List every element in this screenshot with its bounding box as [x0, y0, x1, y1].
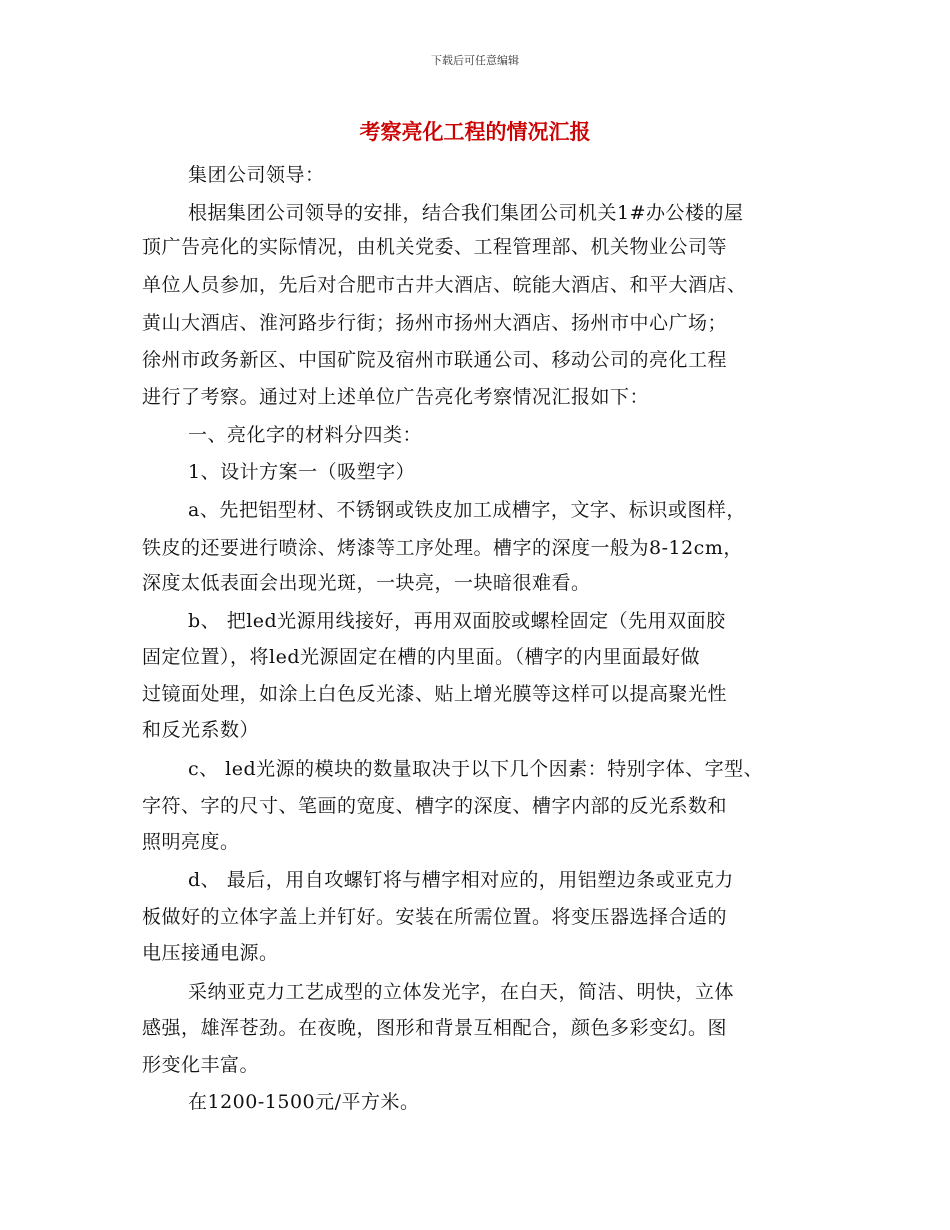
document-title: 考察亮化工程的情况汇报: [359, 120, 591, 144]
paragraph-line: 顶广告亮化的实际情况，由机关党委、工程管理部、机关物业公司等: [142, 236, 728, 258]
page-header-note: 下载后可任意编辑: [431, 54, 519, 67]
paragraph-line: 照明亮度。: [142, 831, 240, 853]
price-line: 在1200-1500元/平方米。: [188, 1091, 420, 1113]
paragraph-line: 进行了考察。通过对上述单位广告亮化考察情况汇报如下：: [142, 386, 650, 408]
paragraph-line: 根据集团公司领导的安排，结合我们集团公司机关1#办公楼的屋: [188, 202, 744, 224]
paragraph-line: 徐州市政务新区、中国矿院及宿州市联通公司、移动公司的亮化工程: [142, 349, 728, 371]
paragraph-line: 黄山大酒店、淮河路步行街；扬州市扬州大酒店、扬州市中心广场；: [142, 312, 728, 334]
paragraph-line: 字符、字的尺寸、笔画的宽度、槽字的深度、槽字内部的反光系数和: [142, 795, 728, 817]
subsection-heading: 1、设计方案一（吸塑字）: [188, 461, 416, 483]
paragraph-line: d、 最后，用自攻螺钉将与槽字相对应的，用铝塑边条或亚克力: [188, 869, 734, 891]
paragraph-line: 形变化丰富。: [142, 1054, 260, 1076]
paragraph-line: 过镜面处理，如涂上白色反光漆、贴上增光膜等这样可以提高聚光性: [142, 683, 728, 705]
paragraph-line: 感强，雄浑苍劲。在夜晚，图形和背景互相配合，颜色多彩变幻。图: [142, 1017, 728, 1039]
paragraph-line: 采纳亚克力工艺成型的立体发光字，在白天，简洁、明快，立体: [188, 981, 735, 1003]
paragraph-line: 固定位置），将led光源固定在槽的内里面。（槽字的内里面最好做: [142, 646, 700, 668]
paragraph-line: b、 把led光源用线接好，再用双面胶或螺栓固定（先用双面胶: [188, 610, 726, 632]
paragraph-line: 和反光系数）: [142, 719, 260, 741]
section-heading: 一、亮化字的材料分四类：: [188, 424, 423, 446]
paragraph-line: 深度太低表面会出现光斑，一块亮，一块暗很难看。: [142, 572, 591, 594]
paragraph-line: 板做好的立体字盖上并钉好。安装在所需位置。将变压器选择合适的: [142, 906, 728, 928]
paragraph-line: 铁皮的还要进行喷涂、烤漆等工序处理。槽字的深度一般为8-12cm，: [142, 537, 743, 559]
salutation-line: 集团公司领导：: [188, 164, 325, 186]
paragraph-line: a、先把铝型材、不锈钢或铁皮加工成槽字，文字、标识或图样，: [188, 499, 746, 521]
paragraph-line: c、 led光源的模块的数量取决于以下几个因素：特别字体、字型、: [188, 758, 764, 780]
paragraph-line: 电压接通电源。: [142, 942, 279, 964]
paragraph-line: 单位人员参加，先后对合肥市古井大酒店、皖能大酒店、和平大酒店、: [142, 274, 747, 296]
